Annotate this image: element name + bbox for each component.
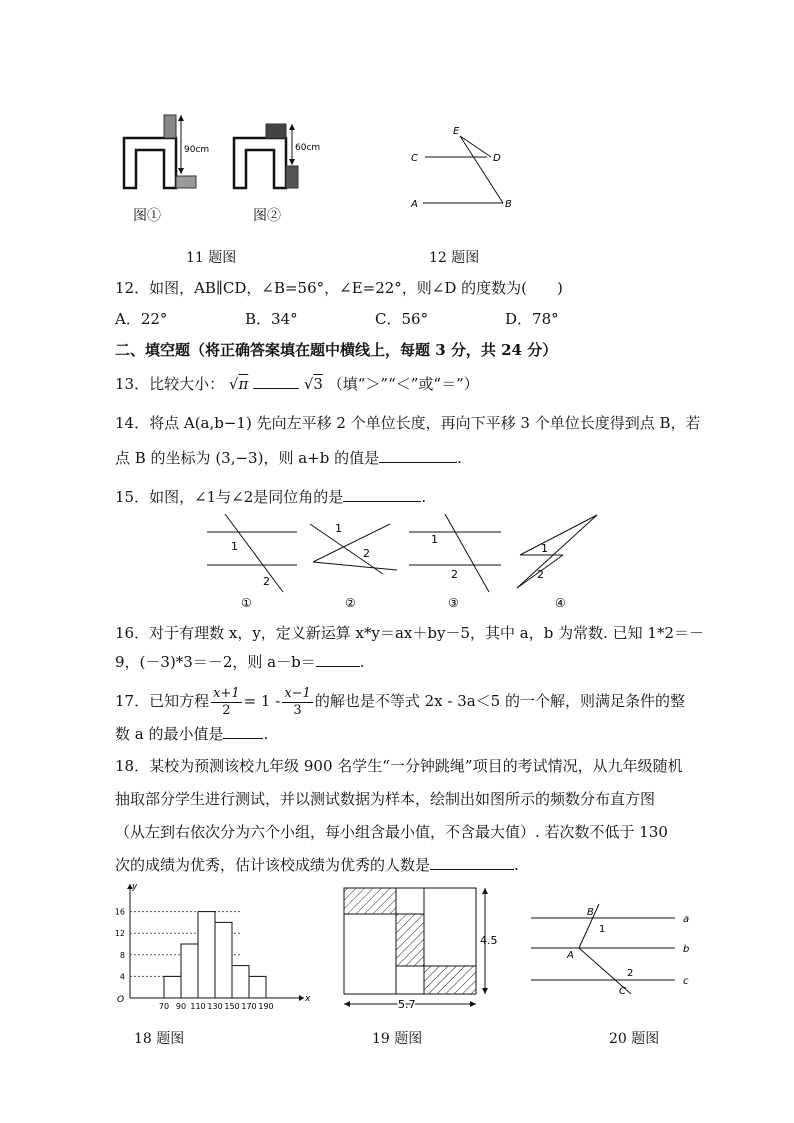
y-tick-8: 8 (119, 950, 125, 960)
bar-130-150 (215, 922, 232, 998)
q15-fig2-angle2: 2 (363, 547, 370, 560)
fig12-C: C (411, 153, 418, 164)
fig19-height-label: 4.5 (480, 934, 498, 947)
q12-option-a[interactable]: A．22° (115, 310, 168, 328)
bar-70-90 (164, 976, 181, 998)
caption-fig2: 图② (253, 208, 281, 224)
q17-line2 (115, 724, 268, 744)
q14-line2 (115, 448, 462, 468)
q12-stem: 12．如图，AB∥CD，∠B=56°，∠E=22°，则∠D 的度数为( ) (115, 279, 563, 297)
x-tick-110: 110 (190, 1002, 206, 1011)
q15-fig3-angle1: 1 (431, 533, 438, 546)
q13-suffix: （填“＞”“＜”或“＝”） (327, 375, 479, 393)
q17-answer-blank[interactable] (223, 724, 263, 739)
fig11-label-60: 60cm (295, 143, 321, 153)
x-tick-170: 170 (241, 1002, 257, 1011)
section-2-heading: 二、填空题（将正确答案填在题中横线上，每题 3 分，共 24 分） (115, 341, 558, 359)
fig20-line-b: b (683, 944, 690, 955)
q17-rest: 的解也是不等式 2x - 3a＜5 的一个解，则满足条件的整 (314, 692, 685, 710)
sqrt-3: √3 (303, 375, 323, 393)
q18-line4 (115, 855, 519, 875)
q18-period: . (514, 856, 519, 874)
caption-18: 18 题图 (134, 1031, 185, 1047)
q14-period: . (457, 449, 462, 467)
caption-11: 11 题图 (186, 250, 237, 266)
sqrt-pi: √π (228, 375, 249, 393)
fig20-line-c: c (683, 976, 689, 987)
x-axis-arrow (299, 995, 304, 1001)
q15-stem (115, 487, 426, 507)
q16-period: . (359, 653, 365, 671)
q15-fig-label-1: ① (241, 596, 252, 610)
caption-12: 12 题图 (429, 250, 480, 266)
x-tick-70: 70 (158, 1002, 170, 1011)
q12-option-d[interactable]: D．78° (505, 310, 559, 328)
figure-19 (330, 880, 505, 1015)
q17-line2-text: 数 a 的最小值是 (115, 725, 224, 743)
q15-answer-blank[interactable] (343, 487, 421, 502)
q15-fig-label-3: ③ (448, 596, 459, 610)
y-tick-16: 16 (114, 907, 125, 917)
figure-15 (205, 512, 605, 612)
q15-fig-label-2: ② (345, 596, 356, 610)
figure-20 (525, 900, 705, 1000)
q14-line2-text: 点 B 的坐标为 (3,−3)，则 a+b 的值是 (115, 449, 380, 467)
q17-line1 (115, 684, 685, 718)
y-tick-12: 12 (114, 929, 125, 939)
x-axis-label: x (305, 994, 311, 1004)
fig20-angle2: 2 (627, 968, 634, 979)
q15-period: . (421, 488, 427, 506)
bar-170-190 (249, 976, 266, 998)
q17-period: . (263, 725, 269, 743)
fig19-width-label: 5.7 (398, 998, 416, 1011)
q17-fraction-1: $\frac{x+1}{2}$ (213, 685, 240, 718)
histogram-18 (108, 880, 313, 1015)
q12-option-b[interactable]: B．34° (245, 310, 298, 328)
q17-prefix: 17．已知方程 (115, 692, 210, 710)
q12-options (115, 309, 635, 329)
q15-fig1-angle1: 1 (231, 540, 238, 553)
q18-line4-text: 次的成绩为优秀，估计该校成绩为优秀的人数是 (115, 856, 431, 874)
q15-fig1-angle2: 2 (263, 575, 270, 588)
q15-fig-label-4: ④ (555, 596, 566, 610)
q18-line2: 抽取部分学生进行测试，并以测试数据为样本，绘制出如图所示的频数分布直方图 (115, 790, 656, 808)
q16-line2 (115, 652, 364, 672)
q15-fig3-angle2: 2 (451, 568, 458, 581)
y-tick-4: 4 (119, 972, 125, 982)
q15-fig4-angle2: 2 (537, 568, 544, 581)
q17-equals: = 1 - (243, 692, 281, 710)
q12-option-c[interactable]: C．56° (375, 310, 429, 328)
caption-19: 19 题图 (372, 1031, 423, 1047)
bar-110-130 (198, 912, 215, 998)
q18-answer-blank[interactable] (430, 855, 514, 870)
x-tick-130: 130 (207, 1002, 223, 1011)
q18-line1: 18．某校为预测该校九年级 900 名学生“一分钟跳绳”项目的考试情况，从九年级随机 (115, 757, 683, 775)
q13-answer-blank[interactable] (253, 374, 299, 389)
bar-150-170 (232, 966, 249, 998)
q13 (115, 374, 479, 394)
q15-fig4-angle1: 1 (541, 542, 548, 555)
fig20-angle1: 1 (599, 924, 606, 935)
q15-prefix: 15．如图，∠1与∠2是同位角的是 (115, 488, 344, 506)
x-tick-90: 90 (175, 1002, 187, 1011)
bar-90-110 (181, 944, 198, 998)
fig12-B: B (505, 199, 512, 210)
fig20-line-a: a (683, 914, 690, 925)
q15-fig2-angle1: 1 (335, 522, 342, 535)
q16-line1: 16．对于有理数 x，y，定义新运算 x*y＝ax＋by－5，其中 a，b 为常数. 已知 1*2＝－ (115, 624, 704, 642)
y-axis-label: y (132, 882, 138, 892)
fig12-D: D (493, 153, 501, 164)
q17-fraction-2: $\frac{x-1}{3}$ (284, 685, 311, 718)
fig20-C: C (619, 986, 626, 997)
origin-label: O (117, 995, 125, 1005)
q16-answer-blank[interactable] (316, 652, 360, 667)
q18-line3: （从左到右依次分为六个小组，每小组含最小值，不含最大值）. 若次数不低于 130 (115, 823, 668, 841)
q16-line2-text: 9，(－3)*3＝－2，则 a－b＝ (115, 653, 316, 671)
caption-fig1: 图① (133, 208, 161, 224)
q14-line1: 14．将点 A(a,b−1) 先向左平移 2 个单位长度，再向下平移 3 个单位长度得到点 B，若 (115, 414, 701, 432)
x-tick-150: 150 (224, 1002, 240, 1011)
fig11-label-90: 90cm (184, 145, 210, 155)
fig12-E: E (453, 126, 460, 137)
fig20-B: B (587, 907, 594, 918)
q14-answer-blank[interactable] (379, 448, 457, 463)
fig20-A: A (567, 950, 574, 961)
figure-12 (405, 120, 535, 215)
x-tick-190: 190 (258, 1002, 274, 1011)
q13-prefix: 13．比较大小： (115, 375, 225, 393)
caption-20: 20 题图 (609, 1031, 660, 1047)
fig12-A: A (411, 199, 418, 210)
